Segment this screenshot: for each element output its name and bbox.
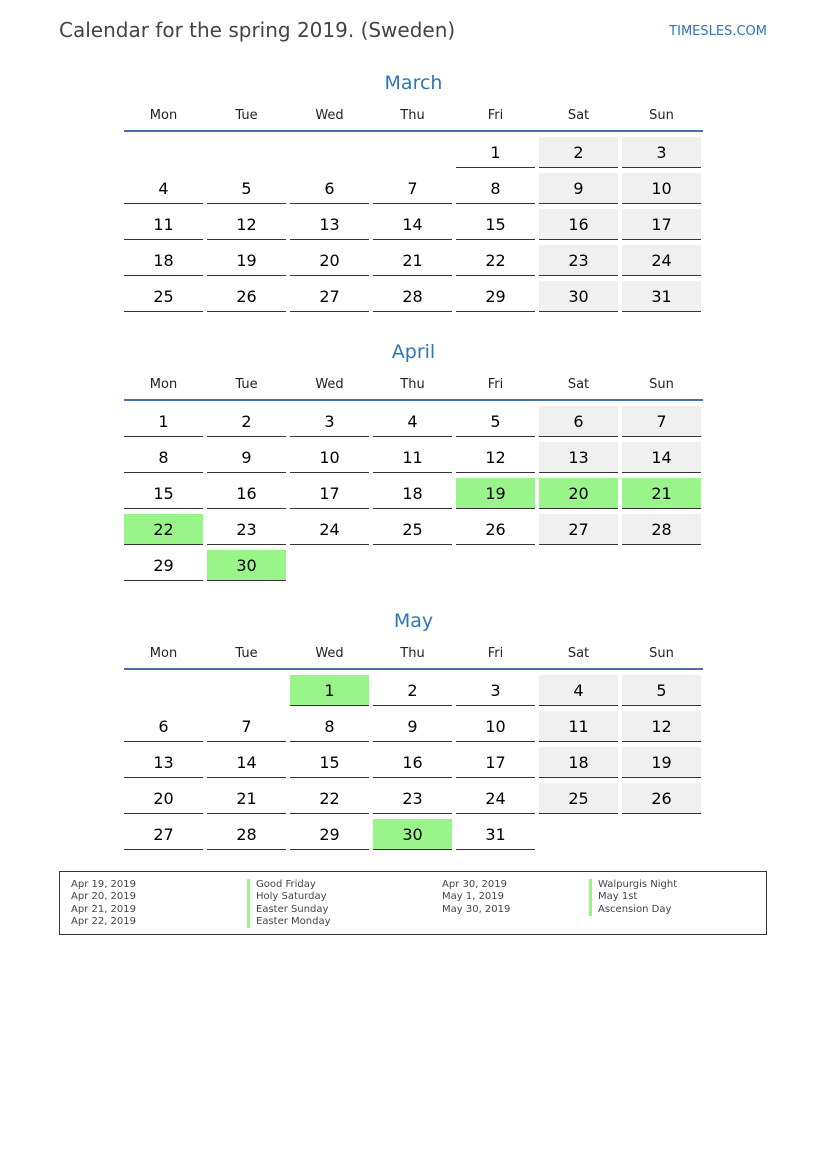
- day-cell: 11: [124, 209, 203, 240]
- day-cell: 1: [456, 137, 535, 168]
- week-row: [124, 747, 703, 778]
- holiday-day-cell: 1: [290, 675, 369, 706]
- weekday-sat: Sat: [567, 646, 590, 661]
- weekday-sun: Sun: [649, 377, 674, 392]
- day-cell: 29: [124, 550, 203, 581]
- weekday-header: [124, 102, 703, 132]
- legend-left-names: [247, 879, 331, 928]
- day-cell: 16: [207, 478, 286, 509]
- legend-holiday-name: May 1st: [589, 891, 677, 903]
- week-row: [124, 245, 703, 276]
- weekday-wed: Wed: [315, 108, 344, 123]
- weekday-sun: Sun: [649, 646, 674, 661]
- day-cell: 4: [373, 406, 452, 437]
- day-cell: 1: [124, 406, 203, 437]
- empty-day-cell: [290, 550, 369, 581]
- day-cell: 15: [456, 209, 535, 240]
- weekday-header: [124, 371, 703, 401]
- day-cell: 4: [539, 675, 618, 706]
- day-cell: 18: [373, 478, 452, 509]
- day-cell: 18: [539, 747, 618, 778]
- day-cell: 8: [290, 711, 369, 742]
- weekday-tue: Tue: [235, 377, 258, 392]
- empty-day-cell: [373, 550, 452, 581]
- weekday-mon: Mon: [149, 377, 178, 392]
- weekday-mon: Mon: [149, 108, 178, 123]
- day-cell: 9: [207, 442, 286, 473]
- day-cell: 30: [539, 281, 618, 312]
- day-cell: 4: [124, 173, 203, 204]
- day-cell: 10: [456, 711, 535, 742]
- day-cell: 12: [456, 442, 535, 473]
- legend-date: Apr 21, 2019: [71, 903, 137, 915]
- day-cell: 6: [539, 406, 618, 437]
- day-cell: 25: [124, 281, 203, 312]
- legend-date: May 30, 2019: [442, 903, 511, 915]
- day-cell: 27: [539, 514, 618, 545]
- week-row: [124, 711, 703, 742]
- week-row: [124, 406, 703, 437]
- day-cell: 24: [622, 245, 701, 276]
- empty-day-cell: [124, 675, 203, 706]
- day-cell: 17: [290, 478, 369, 509]
- legend-date: May 1, 2019: [442, 891, 505, 903]
- week-row: [124, 442, 703, 473]
- day-cell: 21: [373, 245, 452, 276]
- day-cell: 3: [456, 675, 535, 706]
- legend-holiday-name: Walpurgis Night: [589, 879, 677, 891]
- empty-day-cell: [207, 675, 286, 706]
- day-cell: 26: [456, 514, 535, 545]
- day-grid: [124, 406, 703, 581]
- day-cell: 26: [207, 281, 286, 312]
- day-cell: 23: [207, 514, 286, 545]
- day-cell: 9: [373, 711, 452, 742]
- day-cell: 28: [373, 281, 452, 312]
- holiday-day-cell: 22: [124, 514, 203, 545]
- legend-left-dates: [71, 879, 136, 928]
- legend-holiday-name: Easter Sunday: [247, 904, 331, 916]
- empty-day-cell: [124, 137, 203, 168]
- page-title: Calendar for the spring 2019. (Sweden): [59, 18, 456, 42]
- day-cell: 27: [290, 281, 369, 312]
- weekday-wed: Wed: [315, 646, 344, 661]
- day-cell: 8: [124, 442, 203, 473]
- day-cell: 20: [290, 245, 369, 276]
- empty-day-cell: [290, 137, 369, 168]
- week-row: [124, 819, 703, 850]
- day-cell: 29: [456, 281, 535, 312]
- weekday-sun: Sun: [649, 108, 674, 123]
- day-cell: 3: [290, 406, 369, 437]
- day-cell: 24: [290, 514, 369, 545]
- day-cell: 19: [207, 245, 286, 276]
- week-row: [124, 514, 703, 545]
- day-cell: 10: [622, 173, 701, 204]
- weekday-fri: Fri: [487, 377, 504, 392]
- day-cell: 2: [373, 675, 452, 706]
- empty-day-cell: [373, 137, 452, 168]
- legend-holiday-name: Good Friday: [247, 879, 331, 891]
- day-cell: 19: [622, 747, 701, 778]
- day-cell: 24: [456, 783, 535, 814]
- holiday-day-cell: 30: [207, 550, 286, 581]
- day-cell: 14: [622, 442, 701, 473]
- legend-holiday-name: Easter Monday: [247, 916, 331, 928]
- day-cell: 27: [124, 819, 203, 850]
- empty-day-cell: [456, 550, 535, 581]
- weekday-thu: Thu: [400, 377, 425, 392]
- weekday-wed: Wed: [315, 377, 344, 392]
- weekday-tue: Tue: [235, 108, 258, 123]
- day-cell: 17: [622, 209, 701, 240]
- day-cell: 25: [373, 514, 452, 545]
- day-cell: 14: [373, 209, 452, 240]
- day-cell: 3: [622, 137, 701, 168]
- month-april: [124, 339, 703, 586]
- empty-day-cell: [539, 819, 618, 850]
- week-row: [124, 478, 703, 509]
- day-grid: [124, 137, 703, 312]
- day-cell: 15: [124, 478, 203, 509]
- day-cell: 7: [373, 173, 452, 204]
- holiday-day-cell: 30: [373, 819, 452, 850]
- day-cell: 13: [539, 442, 618, 473]
- holiday-legend: [59, 871, 767, 935]
- legend-date: Apr 20, 2019: [71, 891, 137, 903]
- legend-right-dates: [442, 879, 510, 916]
- day-cell: 10: [290, 442, 369, 473]
- week-row: [124, 173, 703, 204]
- day-cell: 23: [373, 783, 452, 814]
- month-name: May: [393, 610, 434, 632]
- day-cell: 21: [207, 783, 286, 814]
- weekday-thu: Thu: [400, 646, 425, 661]
- day-cell: 14: [207, 747, 286, 778]
- day-grid: [124, 675, 703, 850]
- day-cell: 16: [539, 209, 618, 240]
- site-link[interactable]: TIMESLES.COM: [669, 24, 767, 39]
- day-cell: 15: [290, 747, 369, 778]
- weekday-fri: Fri: [487, 108, 504, 123]
- day-cell: 25: [539, 783, 618, 814]
- holiday-day-cell: 20: [539, 478, 618, 509]
- day-cell: 22: [456, 245, 535, 276]
- day-cell: 16: [373, 747, 452, 778]
- day-cell: 26: [622, 783, 701, 814]
- day-cell: 20: [124, 783, 203, 814]
- day-cell: 2: [539, 137, 618, 168]
- day-cell: 7: [207, 711, 286, 742]
- weekday-header: [124, 640, 703, 670]
- weekday-thu: Thu: [400, 108, 425, 123]
- day-cell: 5: [207, 173, 286, 204]
- day-cell: 31: [456, 819, 535, 850]
- month-march: [124, 70, 703, 317]
- month-name: April: [391, 341, 436, 363]
- day-cell: 5: [622, 675, 701, 706]
- week-row: [124, 783, 703, 814]
- day-cell: 2: [207, 406, 286, 437]
- empty-day-cell: [622, 819, 701, 850]
- day-cell: 5: [456, 406, 535, 437]
- legend-right-names: [589, 879, 677, 916]
- day-cell: 22: [290, 783, 369, 814]
- day-cell: 8: [456, 173, 535, 204]
- weekday-sat: Sat: [567, 108, 590, 123]
- day-cell: 23: [539, 245, 618, 276]
- empty-day-cell: [539, 550, 618, 581]
- weekday-sat: Sat: [567, 377, 590, 392]
- week-row: [124, 137, 703, 168]
- day-cell: 11: [539, 711, 618, 742]
- empty-day-cell: [207, 137, 286, 168]
- legend-date: Apr 30, 2019: [442, 879, 508, 890]
- week-row: [124, 675, 703, 706]
- day-cell: 13: [290, 209, 369, 240]
- empty-day-cell: [622, 550, 701, 581]
- day-cell: 9: [539, 173, 618, 204]
- weekday-fri: Fri: [487, 646, 504, 661]
- holiday-day-cell: 19: [456, 478, 535, 509]
- day-cell: 28: [622, 514, 701, 545]
- holiday-day-cell: 21: [622, 478, 701, 509]
- week-row: [124, 550, 703, 581]
- day-cell: 13: [124, 747, 203, 778]
- day-cell: 12: [207, 209, 286, 240]
- day-cell: 6: [124, 711, 203, 742]
- day-cell: 11: [373, 442, 452, 473]
- week-row: [124, 281, 703, 312]
- day-cell: 12: [622, 711, 701, 742]
- day-cell: 6: [290, 173, 369, 204]
- legend-date: Apr 22, 2019: [71, 915, 137, 927]
- day-cell: 17: [456, 747, 535, 778]
- day-cell: 18: [124, 245, 203, 276]
- legend-holiday-name: Ascension Day: [589, 904, 677, 916]
- day-cell: 7: [622, 406, 701, 437]
- weekday-tue: Tue: [235, 646, 258, 661]
- weekday-mon: Mon: [149, 646, 178, 661]
- day-cell: 28: [207, 819, 286, 850]
- day-cell: 29: [290, 819, 369, 850]
- week-row: [124, 209, 703, 240]
- legend-date: Apr 19, 2019: [71, 879, 137, 890]
- day-cell: 31: [622, 281, 701, 312]
- month-may: [124, 608, 703, 855]
- month-name: March: [384, 72, 443, 94]
- legend-holiday-name: Holy Saturday: [247, 891, 331, 903]
